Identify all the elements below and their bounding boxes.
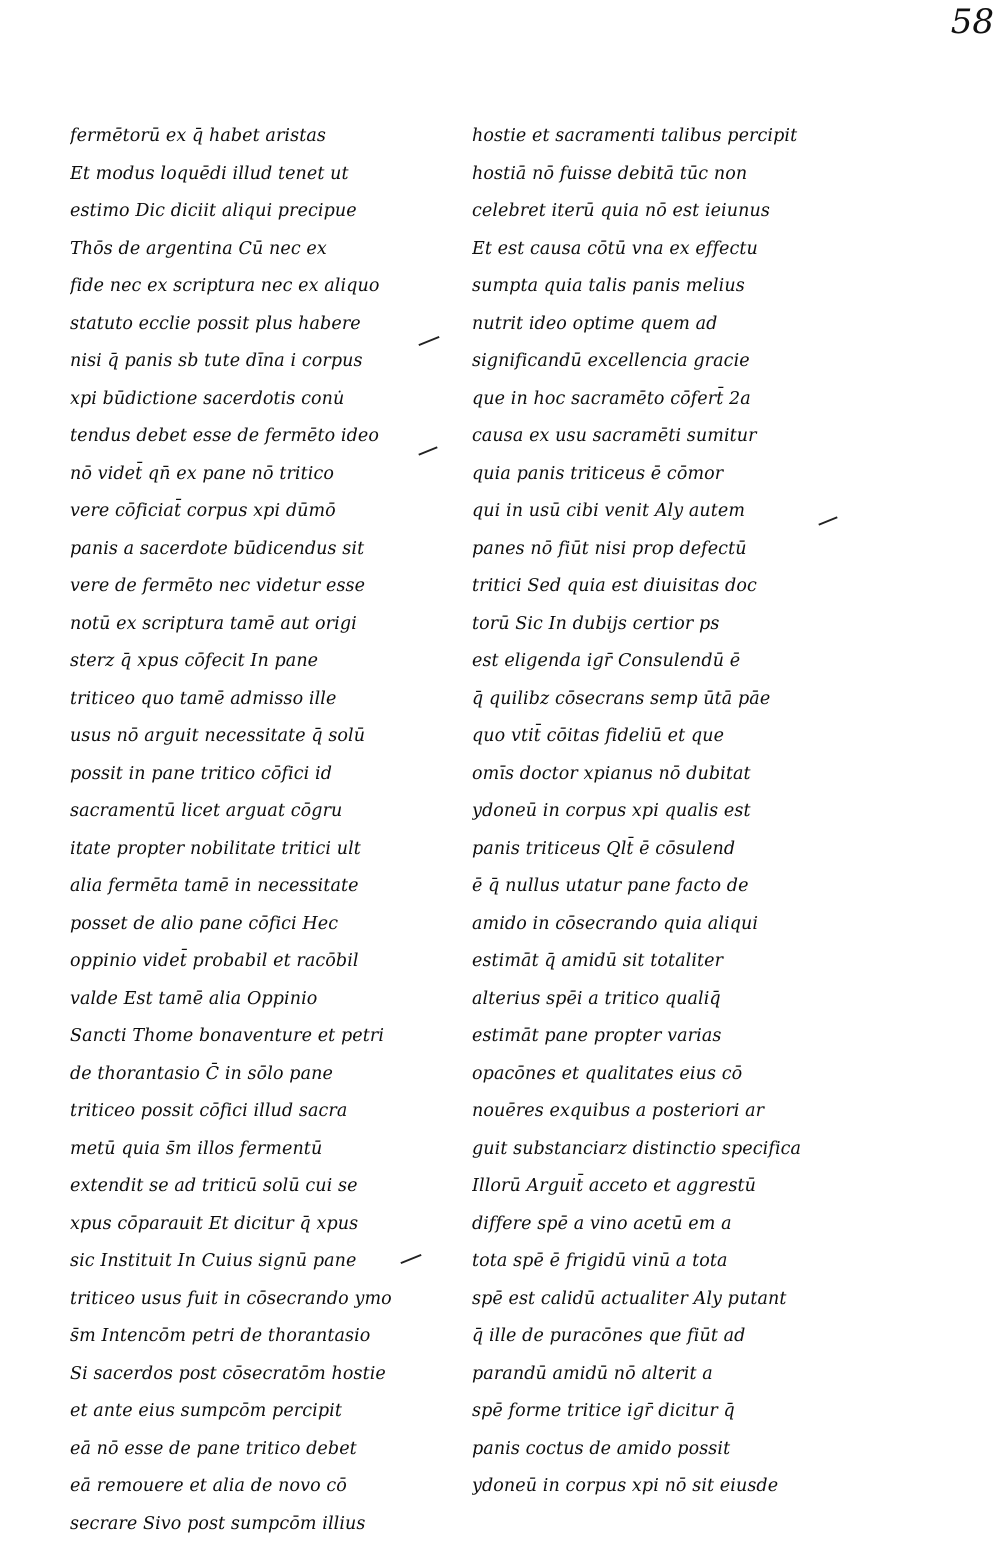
text-line: eā nō esse de pane tritico debet	[70, 1431, 415, 1469]
text-line: opacōnes et qualitates eius cō	[472, 1056, 817, 1094]
text-line: panis a sacerdote būdicendus sit	[70, 531, 415, 569]
text-line: que in hoc sacramēto cōfert̄ 2a	[472, 381, 817, 419]
text-line: fide nec ex scriptura nec ex aliquo	[70, 268, 415, 306]
text-line: eā remouere et alia de novo cō	[70, 1468, 415, 1506]
text-line: q̄ ille de puracōnes que fiūt ad	[472, 1318, 817, 1356]
text-line: spē est calidū actualiter Aly putant	[472, 1281, 817, 1319]
text-line: Et est causa cōtū vna ex effectu	[472, 231, 817, 269]
text-line: et ante eius sumpcōm percipit	[70, 1393, 415, 1431]
text-line: triticeo usus fuit in cōsecrando ymo	[70, 1281, 415, 1319]
text-line: itate propter nobilitate tritici ult	[70, 831, 415, 869]
text-line: nisi q̄ panis sb tute dīna i corpus	[70, 343, 415, 381]
margin-stroke	[418, 336, 439, 346]
text-line: metū quia s̄m illos fermentū	[70, 1131, 415, 1169]
text-line: vere de fermēto nec videtur esse	[70, 568, 415, 606]
text-line: usus nō arguit necessitate q̄ solū	[70, 718, 415, 756]
text-line: xpus cōparauit Et dicitur q̄ xpus	[70, 1206, 415, 1244]
text-line: estimāt q̄ amidū sit totaliter	[472, 943, 817, 981]
text-line: Illorū Arguit̄ acceto et aggrestū	[472, 1168, 817, 1206]
text-line: Thōs de argentina Cū nec ex	[70, 231, 415, 269]
text-line: xpi būdictione sacerdotis conu̇	[70, 381, 415, 419]
text-line: vere cōficiat̄ corpus xpi dūmō	[70, 493, 415, 531]
text-line: tota spē ē frigidū vinū a tota	[472, 1243, 817, 1281]
text-line: secrare Sivo post sumpcōm illius	[70, 1506, 415, 1543]
text-line: fermētorū ex q̄ habet aristas	[70, 118, 415, 156]
text-line: estimo Dic diciit aliqui precipue	[70, 193, 415, 231]
text-line: de thorantasio C̄ in sōlo pane	[70, 1056, 415, 1094]
text-line: nouēres exquibus a posteriori ar	[472, 1093, 817, 1131]
text-line: sacramentū licet arguat cōgru	[70, 793, 415, 831]
text-line: Sancti Thome bonaventure et petri	[70, 1018, 415, 1056]
text-line: oppinio videt̄ probabil et racōbil	[70, 943, 415, 981]
text-line: causa ex usu sacramēti sumitur	[472, 418, 817, 456]
text-line: estimāt pane propter varias	[472, 1018, 817, 1056]
text-line: valde Est tamē alia Oppinio	[70, 981, 415, 1019]
text-line: nō videt̄ qn̄ ex pane nō tritico	[70, 456, 415, 494]
text-line: alterius spēi a tritico qualiq̄	[472, 981, 817, 1019]
text-line: ē q̄ nullus utatur pane facto de	[472, 868, 817, 906]
text-line: est eligenda igr̄ Consulendū ē	[472, 643, 817, 681]
text-line: sic Instituit In Cuius signū pane	[70, 1243, 415, 1281]
text-line: qui in usū cibi venit Aly autem	[472, 493, 817, 531]
text-line: posset de alio pane cōfici Hec	[70, 906, 415, 944]
text-line: tritici Sed quia est diuisitas doc	[472, 568, 817, 606]
text-line: torū Sic In dubijs certior ps	[472, 606, 817, 644]
text-line: Et modus loquēdi illud tenet ut	[70, 156, 415, 194]
text-line: Si sacerdos post cōsecratōm hostie	[70, 1356, 415, 1394]
text-line: hostie et sacramenti talibus percipit	[472, 118, 817, 156]
right-column	[472, 118, 817, 1506]
text-line: ydoneū in corpus xpi nō sit eiusde	[472, 1468, 817, 1506]
text-line: sumpta quia talis panis melius	[472, 268, 817, 306]
text-line: amido in cōsecrando quia aliqui	[472, 906, 817, 944]
margin-stroke	[818, 516, 837, 525]
text-line: significandū excellencia gracie	[472, 343, 817, 381]
text-line: ydoneū in corpus xpi qualis est	[472, 793, 817, 831]
text-line: parandū amidū nō alterit a	[472, 1356, 817, 1394]
text-line: panis coctus de amido possit	[472, 1431, 817, 1469]
text-line: quia panis triticeus ē cōmor	[472, 456, 817, 494]
text-line: s̄m Intencōm petri de thorantasio	[70, 1318, 415, 1356]
text-line: spē forme tritice igr̄ dicitur q̄	[472, 1393, 817, 1431]
text-line: panis triticeus Qlt̄ ē cōsulend	[472, 831, 817, 869]
text-line: nutrit ideo optime quem ad	[472, 306, 817, 344]
text-line: tendus debet esse de fermēto ideo	[70, 418, 415, 456]
text-line: hostiā nō fuisse debitā tūc non	[472, 156, 817, 194]
text-line: extendit se ad triticū solū cui se	[70, 1168, 415, 1206]
text-line: statuto ecclie possit plus habere	[70, 306, 415, 344]
text-line: quo vtit̄ cōitas fideliū et que	[472, 718, 817, 756]
text-line: notū ex scriptura tamē aut origi	[70, 606, 415, 644]
text-line: differe spē a vino acetū em a	[472, 1206, 817, 1244]
text-line: celebret iterū quia nō est ieiunus	[472, 193, 817, 231]
text-line: guit substanciarz distinctio specifica	[472, 1131, 817, 1169]
text-line: q̄ quilibz cōsecrans semp ūtā pāe	[472, 681, 817, 719]
margin-stroke	[418, 446, 437, 455]
text-line: triticeo quo tamē admisso ille	[70, 681, 415, 719]
text-line: panes nō fiūt nisi prop defectū	[472, 531, 817, 569]
folio-number: 58	[951, 2, 994, 42]
text-line: possit in pane tritico cōfici id	[70, 756, 415, 794]
left-column	[70, 118, 415, 1543]
text-line: sterz q̄ xpus cōfecit In pane	[70, 643, 415, 681]
text-line: triticeo possit cōfici illud sacra	[70, 1093, 415, 1131]
text-line: alia fermēta tamē in necessitate	[70, 868, 415, 906]
text-line: omīs doctor xpianus nō dubitat	[472, 756, 817, 794]
